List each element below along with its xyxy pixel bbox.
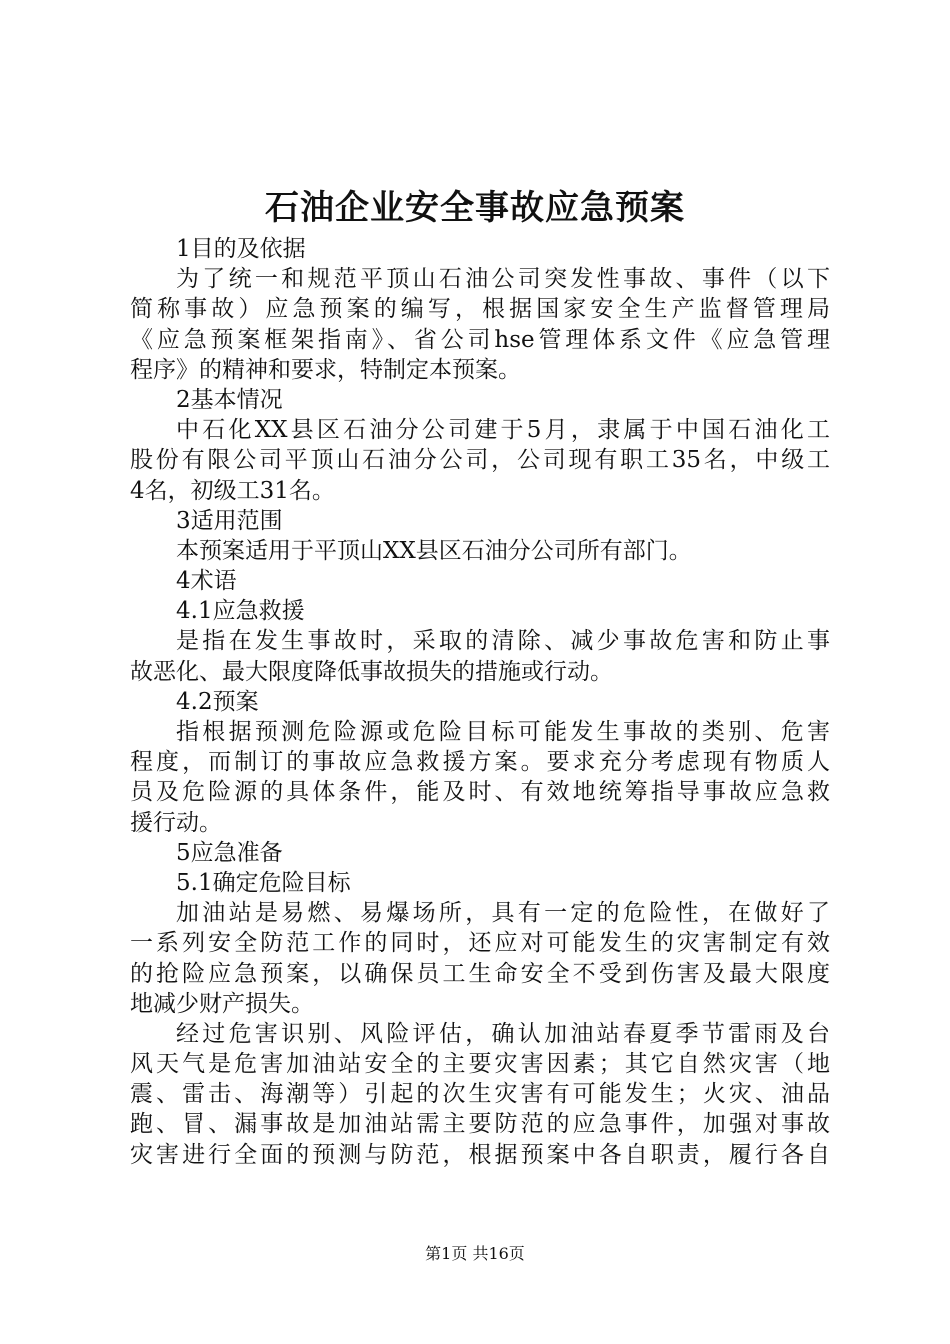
body-line: 4.2预案 — [176, 688, 259, 715]
body-line: 灾害进行全面的预测与防范，根据预案中各自职责，履行各自 — [130, 1141, 830, 1168]
body-line: 本预案适用于平顶山XX县区石油分公司所有部门。 — [176, 537, 692, 564]
body-line: 为了统一和规范平顶山石油公司突发性事故、事件（以下 — [176, 266, 830, 293]
body-line: 程序》的精神和要求，特制定本预案。 — [130, 356, 521, 383]
document-body — [130, 234, 830, 1170]
body-line: 《应急预案框架指南》、省公司hse管理体系文件《应急管理 — [130, 326, 830, 353]
body-line: 跑、冒、漏事故是加油站需主要防范的应急事件，加强对事故 — [130, 1111, 830, 1138]
body-line: 4术语 — [176, 568, 237, 595]
body-line: 指根据预测危险源或危险目标可能发生事故的类别、危害 — [176, 719, 830, 745]
body-line: 4名，初级工31名。 — [130, 477, 335, 504]
body-line: 加油站是易燃、易爆场所，具有一定的危险性，在做好了 — [176, 900, 830, 927]
body-line: 经过危害识别、风险评估，确认加油站春夏季节雷雨及台 — [176, 1020, 830, 1047]
body-line: 程度，而制订的事故应急救援方案。要求充分考虑现有物质人 — [130, 749, 830, 776]
body-line: 股份有限公司平顶山石油分公司，公司现有职工35名，中级工 — [130, 447, 830, 474]
body-line: 故恶化、最大限度降低事故损失的措施或行动。 — [130, 658, 613, 685]
body-line: 5应急准备 — [176, 839, 283, 866]
body-line: 震、雷击、海潮等）引起的次生灾害有可能发生；火灾、油品 — [130, 1081, 830, 1108]
body-line: 员及危险源的具体条件，能及时、有效地统筹指导事故应急救 — [130, 779, 830, 806]
body-line: 4.1应急救援 — [176, 598, 305, 625]
body-line: 2基本情况 — [176, 386, 283, 413]
body-line: 简称事故）应急预案的编写，根据国家安全生产监督管理局 — [130, 296, 830, 323]
body-line: 风天气是危害加油站安全的主要灾害因素；其它自然灾害（地 — [130, 1051, 830, 1078]
body-line: 5.1确定危险目标 — [176, 869, 351, 896]
body-line: 地减少财产损失。 — [130, 990, 314, 1017]
body-line: 的抢险应急预案，以确保员工生命安全不受到伤害及最大限度 — [130, 960, 830, 987]
document-title: 石油企业安全事故应急预案 — [265, 188, 685, 228]
body-line: 是指在发生事故时，采取的清除、减少事故危害和防止事 — [176, 628, 830, 655]
page-footer: 第1页 共16页 — [425, 1244, 525, 1263]
body-line: 3适用范围 — [176, 507, 283, 534]
body-line: 1目的及依据 — [176, 236, 306, 262]
body-line: 一系列安全防范工作的同时，还应对可能发生的灾害制定有效 — [130, 930, 830, 957]
body-line: 中石化XX县区石油分公司建于5月，隶属于中国石油化工 — [176, 417, 830, 444]
body-line: 援行动。 — [130, 809, 222, 836]
